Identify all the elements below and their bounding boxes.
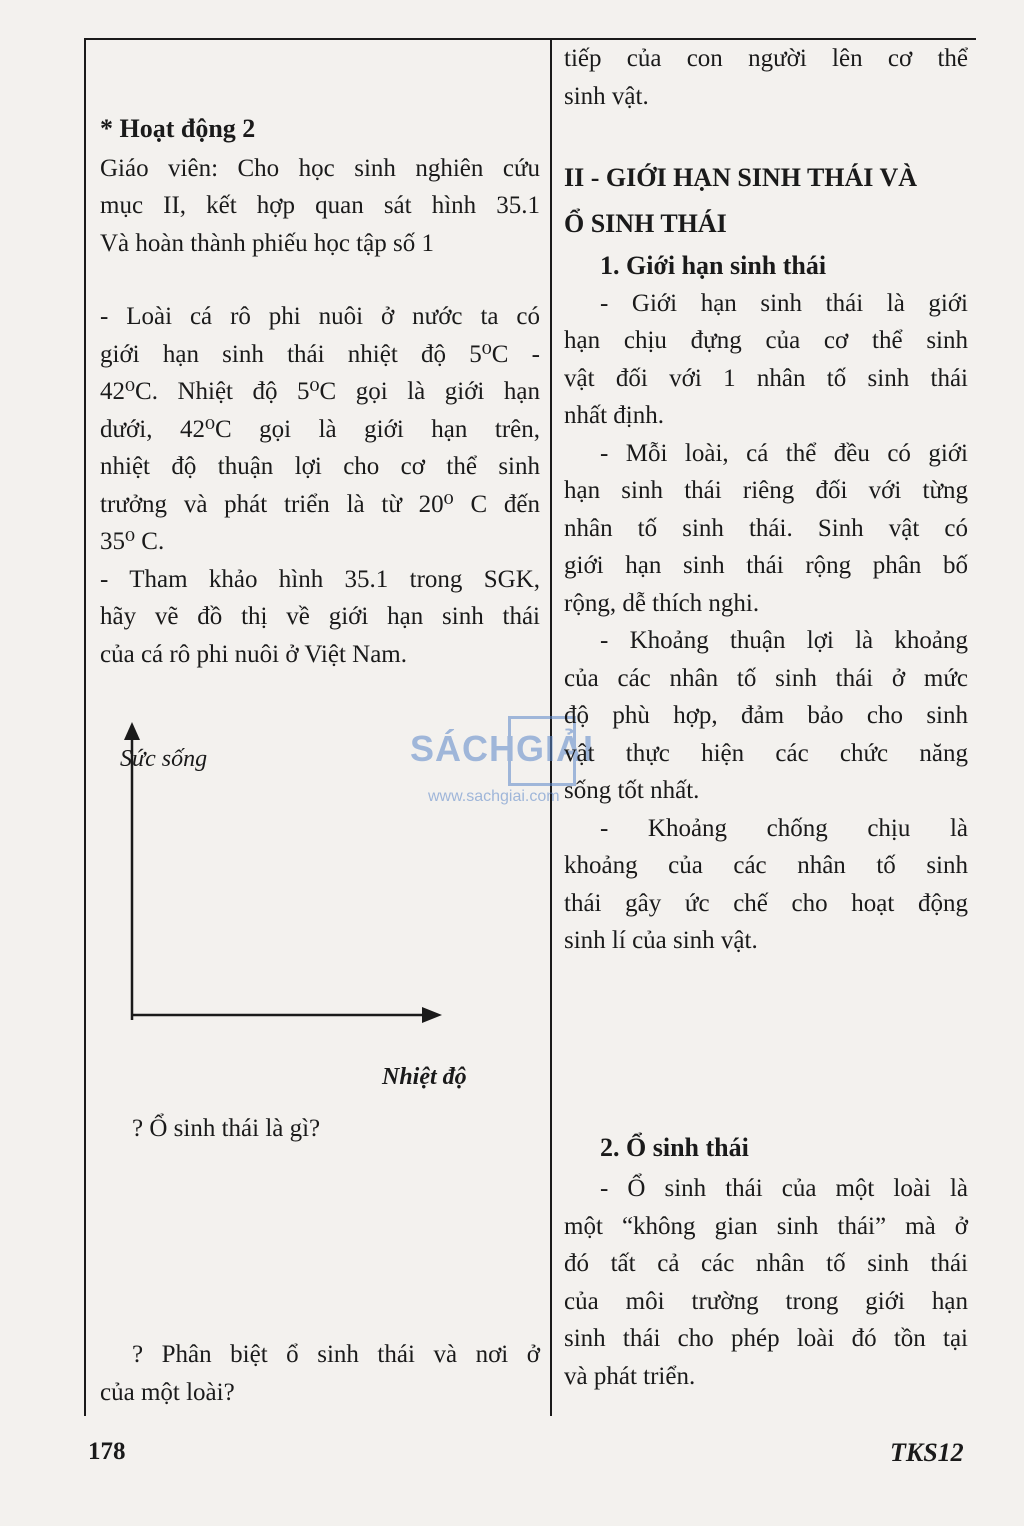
text-line: hãy vẽ đồ thị về giới hạn sinh thái bbox=[100, 603, 540, 630]
text-line: vật đối với 1 nhân tố sinh thái bbox=[564, 364, 968, 392]
x-axis-arrowhead bbox=[422, 1007, 442, 1023]
text-line: ? Phân biệt ổ sinh thái và nơi ở bbox=[132, 1341, 540, 1368]
left-column bbox=[100, 110, 540, 673]
text-line: dưới, 42⁰C gọi là giới hạn trên, bbox=[100, 415, 540, 443]
text-line: của môi trường trong giới hạn bbox=[564, 1287, 968, 1315]
teacher-instruction bbox=[100, 150, 540, 263]
subsection-title-niche: 2. Ổ sinh thái bbox=[600, 1133, 749, 1162]
text-line: giới hạn sinh thái rộng phân bố bbox=[564, 552, 968, 579]
book-code: TKS12 bbox=[890, 1438, 964, 1467]
question-niche: ? Ổ sinh thái là gì? bbox=[132, 1115, 321, 1142]
text-line: - Giới hạn sinh thái là giới bbox=[600, 289, 968, 317]
text-line: nhân tố sinh thái. Sinh vật có bbox=[564, 514, 968, 542]
text-line: vật thực hiện các chức năng bbox=[564, 739, 968, 767]
question-niche-vs-habitat bbox=[100, 1336, 540, 1411]
y-axis-arrowhead bbox=[124, 722, 140, 740]
limits-paragraph-3 bbox=[564, 622, 968, 810]
text-line: - Tham khảo hình 35.1 trong SGK, bbox=[100, 565, 540, 593]
text-line: hạn sinh thái riêng đối với từng bbox=[564, 477, 968, 504]
text-line: thái gây ức chế cho hoạt động bbox=[564, 889, 968, 917]
text-line: sống tốt nhất. bbox=[564, 777, 700, 804]
y-axis-label: Sức sống bbox=[120, 746, 208, 772]
text-line: nhất định. bbox=[564, 402, 664, 429]
heading-line: Ổ SINH THÁI bbox=[564, 209, 727, 238]
text-line: - Khoảng thuận lợi là khoảng bbox=[600, 627, 968, 654]
limits-paragraph-4 bbox=[564, 810, 968, 960]
text-line: một “không gian sinh thái” mà ở bbox=[564, 1212, 968, 1240]
section-title bbox=[564, 155, 968, 247]
text-line: Và hoàn thành phiếu học tập số 1 bbox=[100, 229, 434, 257]
text-line: sinh vật. bbox=[564, 82, 649, 110]
text-line: rộng, dễ thích nghi. bbox=[564, 589, 760, 617]
text-line: 42⁰C. Nhiệt độ 5⁰C gọi là giới hạn bbox=[100, 378, 540, 405]
table-left-border bbox=[84, 38, 86, 1416]
text-line: - Khoảng chống chịu là bbox=[600, 814, 968, 842]
activity-title: * Hoạt động 2 bbox=[100, 114, 256, 143]
text-line: nhiệt độ thuận lợi cho cơ thể sinh bbox=[100, 453, 540, 480]
x-axis-label: Nhiệt độ bbox=[382, 1064, 467, 1090]
text-line: Giáo viên: Cho học sinh nghiên cứu bbox=[100, 154, 540, 182]
watermark-logo-text: SÁCHGIẢI bbox=[410, 728, 595, 769]
niche-section bbox=[564, 1126, 968, 1395]
text-line: sinh lí của sinh vật. bbox=[564, 927, 758, 954]
continued-text bbox=[564, 40, 968, 115]
text-line: giới hạn sinh thái nhiệt độ 5⁰C - bbox=[100, 340, 540, 368]
graph-task-paragraph bbox=[100, 561, 540, 674]
text-line: 35⁰ C. bbox=[100, 528, 165, 555]
text-line: và phát triển. bbox=[564, 1362, 696, 1390]
text-line: tiếp của con người lên cơ thể bbox=[564, 45, 968, 72]
text-line: sinh thái cho phép loài đó tồn tại bbox=[564, 1325, 968, 1352]
right-column bbox=[564, 40, 968, 960]
heading-line: II - GIỚI HẠN SINH THÁI VÀ bbox=[564, 163, 918, 192]
text-line: - Mỗi loài, cá thể đều có giới bbox=[600, 439, 968, 467]
text-line: của một loài? bbox=[100, 1378, 235, 1406]
subsection-title-limits: 1. Giới hạn sinh thái bbox=[600, 251, 827, 280]
text-line: đó tất cả các nhân tố sinh thái bbox=[564, 1250, 968, 1277]
text-line: hạn chịu đựng của cơ thể sinh bbox=[564, 327, 968, 354]
limits-paragraph-2 bbox=[564, 435, 968, 623]
text-line: độ phù hợp, đảm bảo cho sinh bbox=[564, 702, 968, 729]
text-line: mục II, kết hợp quan sát hình 35.1 bbox=[100, 192, 540, 219]
text-line: của các nhân tố sinh thái ở mức bbox=[564, 664, 968, 692]
text-line: - Loài cá rô phi nuôi ở nước ta có bbox=[100, 303, 540, 330]
text-line: khoảng của các nhân tố sinh bbox=[564, 852, 968, 879]
watermark-url: www.sachgiai.com bbox=[428, 788, 560, 805]
text-line: trưởng và phát triển là từ 20⁰ C đến bbox=[100, 490, 540, 518]
text-line: của cá rô phi nuôi ở Việt Nam. bbox=[100, 640, 408, 668]
text-line: - Ổ sinh thái của một loài là bbox=[600, 1175, 968, 1202]
page-number: 178 bbox=[88, 1438, 126, 1465]
limits-paragraph-1 bbox=[564, 285, 968, 435]
fish-limits-paragraph bbox=[100, 298, 540, 561]
